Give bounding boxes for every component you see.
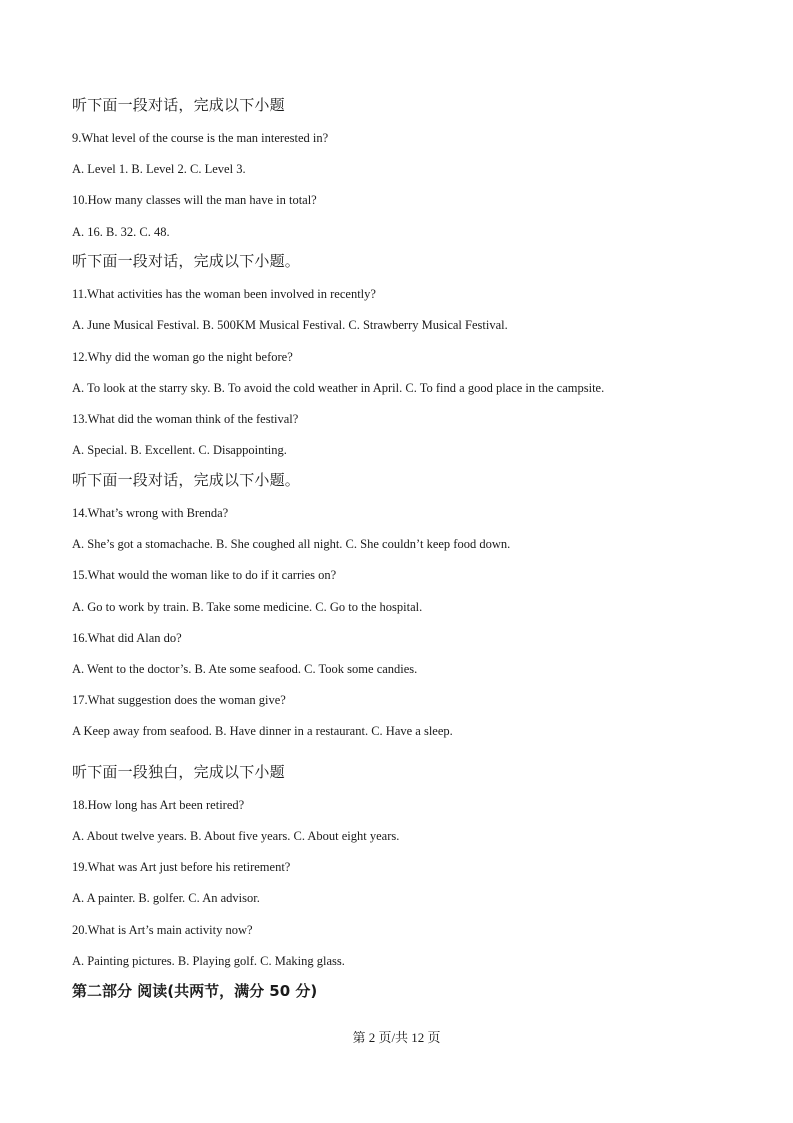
options-9: A. Level 1. B. Level 2. C. Level 3. <box>72 162 246 176</box>
options-14: A. She’s got a stomachache. B. She coughed all night. C. She couldn’t keep food down. <box>72 537 511 551</box>
options-11: A. June Musical Festival. B. 500KM Musical Festival. C. Strawberry Musical Festival. <box>72 318 508 332</box>
question-17: 17.What suggestion does the woman give? <box>72 693 286 707</box>
question-16: 16.What did Alan do? <box>72 631 182 645</box>
question-10: 10.How many classes will the man have in total? <box>72 193 317 207</box>
question-11: 11.What activities has the woman been involved in recently? <box>72 287 376 301</box>
options-19: A. A painter. B. golfer. C. An advisor. <box>72 891 260 905</box>
options-15: A. Go to work by train. B. Take some medicine. C. Go to the hospital. <box>72 600 423 614</box>
question-9: 9.What level of the course is the man interested in? <box>72 131 329 145</box>
page-footer: 第 2 页/共 12 页 <box>352 1030 441 1045</box>
question-15: 15.What would the woman like to do if it carries on? <box>72 568 337 582</box>
part-two-heading: 第二部分 阅读(共两节，满分 50 分) <box>72 982 318 1000</box>
question-12: 12.Why did the woman go the night before? <box>72 350 293 364</box>
section-heading-2: 听下面一段对话，完成以下小题。 <box>72 252 301 270</box>
question-13: 13.What did the woman think of the festival? <box>72 412 299 426</box>
section-heading-3: 听下面一段对话，完成以下小题。 <box>72 471 301 489</box>
section-heading-4: 听下面一段独白，完成以下小题 <box>72 763 285 781</box>
options-20: A. Painting pictures. B. Playing golf. C. Making glass. <box>72 954 345 968</box>
question-18: 18.How long has Art been retired? <box>72 798 245 812</box>
question-19: 19.What was Art just before his retirement? <box>72 860 291 874</box>
options-18: A. About twelve years. B. About five years. C. About eight years. <box>72 829 400 843</box>
options-10: A. 16. B. 32. C. 48. <box>72 225 170 239</box>
question-20: 20.What is Art’s main activity now? <box>72 923 253 937</box>
options-13: A. Special. B. Excellent. C. Disappointing. <box>72 443 287 457</box>
options-12: A. To look at the starry sky. B. To avoid the cold weather in April. C. To find a good place in the campsite. <box>72 381 605 395</box>
section-heading-1: 听下面一段对话，完成以下小题 <box>72 96 285 114</box>
question-14: 14.What’s wrong with Brenda? <box>72 506 229 520</box>
options-16: A. Went to the doctor’s. B. Ate some seafood. C. Took some candies. <box>72 662 418 676</box>
options-17: A Keep away from seafood. B. Have dinner in a restaurant. C. Have a sleep. <box>72 724 453 738</box>
